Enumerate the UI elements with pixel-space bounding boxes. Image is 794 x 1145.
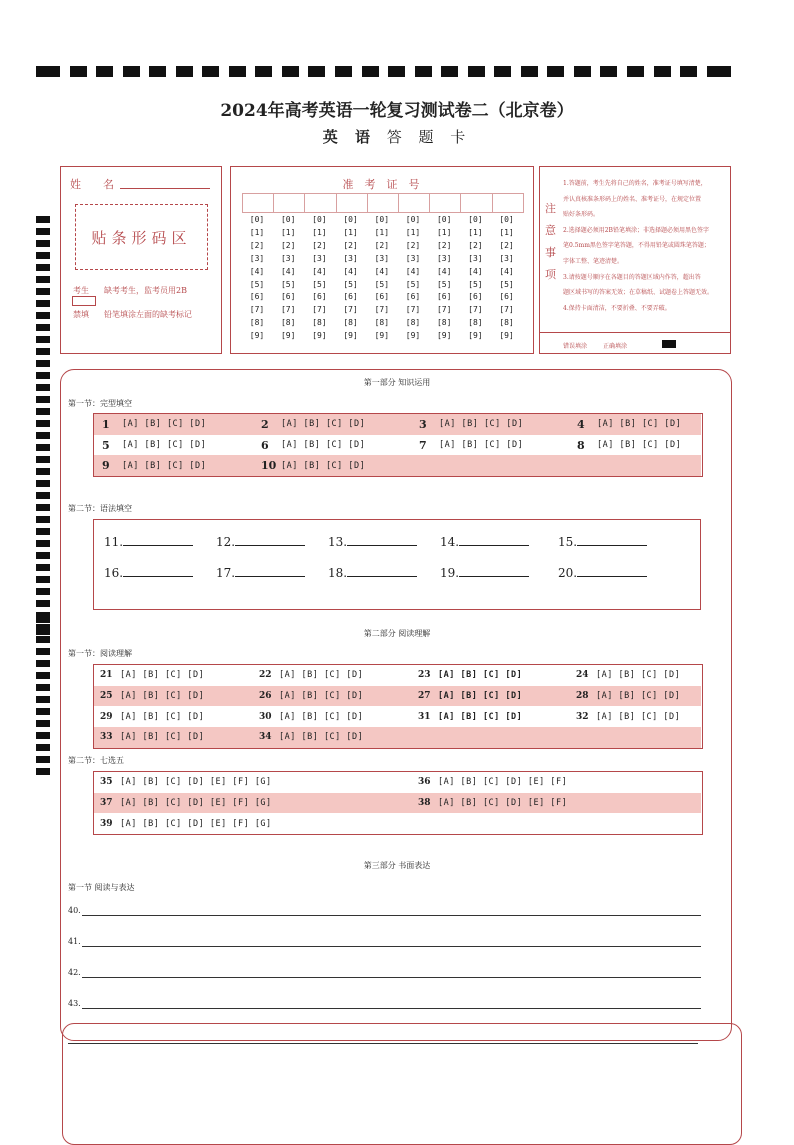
part2-title: 第二部分 阅读理解: [363, 629, 431, 638]
id-digit-entry[interactable]: [367, 193, 399, 213]
continuation-line: [68, 1043, 698, 1044]
id-digit-entry[interactable]: [304, 193, 336, 213]
part2-sec2-label: 第二节：七选五: [68, 756, 124, 765]
id-digit-option[interactable]: [5]: [405, 279, 421, 289]
id-digit-option[interactable]: [1]: [312, 227, 327, 237]
answer-options[interactable]: [A] [B] [C] [D]: [120, 711, 205, 722]
answer-options[interactable]: [A] [B] [C] [D]: [439, 419, 524, 430]
id-digit-option[interactable]: [9]: [312, 331, 327, 341]
page-subtitle: 英 语 答 题 卡: [322, 128, 472, 146]
answer-options[interactable]: [A] [B] [C] [D]: [281, 440, 366, 451]
answer-options[interactable]: [A] [B] [C] [D]: [120, 670, 205, 681]
grammar-blank[interactable]: [104, 533, 193, 549]
id-digit-option[interactable]: [4]: [436, 266, 452, 276]
id-digit-option[interactable]: [5]: [280, 279, 296, 289]
answer-options[interactable]: [A] [B] [C] [D] [E] [F] [G]: [120, 818, 272, 829]
id-digit-option[interactable]: [8]: [405, 318, 421, 328]
id-digit-option[interactable]: [7]: [312, 305, 327, 315]
blank-line[interactable]: [459, 533, 529, 546]
timing-marks-top: [36, 66, 731, 78]
exam-id-label: 准 考 证 号: [342, 178, 420, 191]
id-digit-column: [337, 214, 365, 343]
id-digit-option[interactable]: [4]: [405, 266, 421, 276]
id-digit-option[interactable]: [3]: [280, 253, 296, 263]
grammar-blank[interactable]: [440, 533, 529, 549]
id-digit-column: [274, 214, 302, 343]
grammar-blank[interactable]: [328, 533, 417, 549]
barcode-area: 贴条形码区: [75, 204, 208, 270]
continuation-frame: [62, 1023, 742, 1145]
id-digit-option[interactable]: [3]: [374, 253, 390, 263]
blank-number: 15.: [558, 535, 578, 549]
id-digit-option[interactable]: [2]: [468, 240, 483, 250]
name-label: 姓 名: [70, 178, 114, 191]
question-27: [418, 686, 522, 707]
question-number: 24: [576, 670, 589, 681]
answer-options[interactable]: [A] [B] [C] [D]: [596, 670, 681, 681]
id-digit-option[interactable]: [1]: [405, 227, 421, 237]
blank-line[interactable]: [235, 564, 305, 577]
grammar-blank[interactable]: [216, 564, 305, 580]
grammar-blank[interactable]: [558, 533, 647, 549]
id-digit-option[interactable]: [7]: [343, 305, 358, 315]
blank-line[interactable]: [577, 533, 647, 546]
id-digit-option[interactable]: [4]: [499, 266, 514, 276]
id-digit-entry[interactable]: [492, 193, 524, 213]
id-digit-option[interactable]: [5]: [312, 279, 327, 289]
id-digit-option[interactable]: [9]: [343, 331, 358, 341]
id-digit-option[interactable]: [4]: [374, 266, 390, 276]
id-digit-option[interactable]: [5]: [436, 279, 452, 289]
blank-number: 18.: [328, 566, 348, 580]
id-digit-option[interactable]: [9]: [468, 331, 483, 341]
id-digit-option[interactable]: [7]: [436, 305, 452, 315]
id-digit-column: [305, 214, 333, 343]
id-digit-option[interactable]: [8]: [374, 318, 390, 328]
question-33: [100, 727, 204, 748]
id-digit-option[interactable]: [5]: [343, 279, 358, 289]
id-digit-option[interactable]: [8]: [280, 318, 296, 328]
question-number: 29: [100, 711, 113, 722]
blank-line[interactable]: [347, 564, 417, 577]
question-number: 25: [100, 691, 113, 702]
question-38: [418, 793, 567, 814]
question-number: 33: [100, 732, 113, 743]
answer-line[interactable]: [82, 946, 701, 947]
question-28: [576, 686, 680, 707]
question-number: 27: [418, 691, 431, 702]
id-digit-option[interactable]: [7]: [280, 305, 296, 315]
correct-fill-label: 正确填涂: [603, 343, 628, 350]
id-digit-option[interactable]: [4]: [468, 266, 483, 276]
id-digit-option[interactable]: [0]: [343, 215, 358, 224]
id-digit-option[interactable]: [8]: [312, 318, 327, 328]
writing-line[interactable]: [68, 968, 81, 977]
blank-line[interactable]: [235, 533, 305, 546]
question-36: [418, 772, 567, 793]
id-digit-option[interactable]: [9]: [280, 331, 296, 341]
id-digit-option[interactable]: [1]: [499, 227, 514, 237]
question-number: 10: [261, 459, 277, 473]
name-field[interactable]: [120, 188, 210, 189]
id-digit-option[interactable]: [4]: [249, 266, 265, 276]
question-number: 6: [261, 438, 269, 452]
answer-options[interactable]: [A] [B] [C] [D]: [597, 419, 682, 430]
question-number: 28: [576, 691, 589, 702]
question-number: 39: [100, 818, 113, 829]
answer-line[interactable]: [82, 977, 701, 978]
question-24: [576, 665, 680, 686]
question-29: [100, 706, 204, 727]
id-digit-option[interactable]: [0]: [436, 215, 452, 224]
question-3: [419, 414, 523, 435]
answer-line[interactable]: [82, 1008, 701, 1009]
forbid-prefix: 禁填: [73, 310, 89, 319]
grammar-blank[interactable]: [104, 564, 193, 580]
question-number: 26: [259, 691, 272, 702]
part1-sec1-label: 第一节：完型填空: [68, 399, 132, 408]
id-digit-option[interactable]: [0]: [374, 215, 390, 224]
question-number: 36: [418, 777, 431, 788]
id-digit-option[interactable]: [4]: [280, 266, 296, 276]
id-digit-option[interactable]: [3]: [405, 253, 421, 263]
question-31: [418, 706, 522, 727]
blank-line[interactable]: [123, 533, 193, 546]
blank-number: 14.: [440, 535, 460, 549]
id-digit-option[interactable]: [6]: [280, 292, 296, 302]
part3-title: 第三部分 书面表达: [363, 861, 431, 870]
id-digit-option[interactable]: [1]: [280, 227, 296, 237]
id-digit-option[interactable]: [2]: [405, 240, 421, 250]
writing-line[interactable]: [68, 999, 81, 1008]
question-number: 3: [419, 417, 427, 431]
blank-line[interactable]: [577, 564, 647, 577]
question-23: [418, 665, 522, 686]
id-digit-option[interactable]: [2]: [374, 240, 390, 250]
forbid-note: 铅笔填涂左面的缺考标记: [104, 310, 192, 319]
id-digit-option[interactable]: [6]: [312, 292, 327, 302]
blank-number: 17.: [216, 566, 236, 580]
id-digit-column: [493, 214, 521, 343]
id-digit-option[interactable]: [3]: [249, 253, 265, 263]
grammar-blank[interactable]: [558, 564, 647, 580]
answer-options[interactable]: [A] [B] [C] [D]: [279, 691, 364, 702]
grammar-blank[interactable]: [328, 564, 417, 580]
id-digit-option[interactable]: [0]: [405, 215, 421, 224]
id-digit-option[interactable]: [6]: [343, 292, 358, 302]
question-number: 38: [418, 798, 431, 809]
page-title: 2024年高考英语一轮复习测试卷二（北京卷）: [220, 101, 574, 121]
id-digit-option[interactable]: [9]: [436, 331, 452, 341]
id-digit-option[interactable]: [1]: [436, 227, 452, 237]
question-number: 30: [259, 711, 272, 722]
question-26: [259, 686, 363, 707]
id-digit-column: [399, 214, 427, 343]
id-digit-option[interactable]: [0]: [499, 215, 514, 224]
id-digit-option[interactable]: [1]: [343, 227, 358, 237]
id-digit-column: [461, 214, 489, 343]
absent-note: 缺考考生，监考员用2B: [104, 286, 187, 295]
id-digit-entry[interactable]: [398, 193, 430, 213]
id-digit-option[interactable]: [1]: [374, 227, 390, 237]
id-digit-option[interactable]: [6]: [499, 292, 514, 302]
id-digit-option[interactable]: [3]: [468, 253, 483, 263]
answer-options[interactable]: [A] [B] [C] [D]: [438, 691, 523, 702]
id-digit-option[interactable]: [2]: [249, 240, 265, 250]
answer-options[interactable]: [A] [B] [C] [D]: [439, 440, 524, 451]
answer-options[interactable]: [A] [B] [C] [D]: [438, 670, 523, 681]
id-digit-option[interactable]: [8]: [468, 318, 483, 328]
id-digit-option[interactable]: [2]: [343, 240, 358, 250]
question-34: [259, 727, 363, 748]
id-digit-option[interactable]: [7]: [249, 305, 265, 315]
id-digit-option[interactable]: [0]: [312, 215, 327, 224]
question-10: [261, 455, 365, 476]
writing-line[interactable]: [68, 906, 81, 915]
id-digit-entry[interactable]: [336, 193, 368, 213]
id-digit-option[interactable]: [2]: [436, 240, 452, 250]
id-digit-option[interactable]: [7]: [499, 305, 514, 315]
id-digit-column: [430, 214, 458, 343]
question-number: 31: [418, 711, 431, 722]
answer-options[interactable]: [A] [B] [C] [D]: [597, 440, 682, 451]
part3-sec1-label: 第一节 阅读与表达: [68, 883, 135, 892]
answer-options[interactable]: [A] [B] [C] [D]: [596, 711, 681, 722]
id-digit-option[interactable]: [1]: [468, 227, 483, 237]
line-number: 42.: [68, 968, 81, 977]
id-digit-option[interactable]: [9]: [405, 331, 421, 341]
id-digit-option[interactable]: [5]: [468, 279, 483, 289]
part1-title: 第一部分 知识运用: [363, 378, 431, 387]
answer-options[interactable]: [A] [B] [C] [D]: [281, 460, 366, 471]
id-digit-option[interactable]: [1]: [249, 227, 265, 237]
question-5: [102, 435, 206, 456]
question-number: 8: [577, 438, 585, 452]
id-digit-column: [368, 214, 396, 343]
id-digit-option[interactable]: [3]: [343, 253, 358, 263]
id-digit-option[interactable]: [8]: [499, 318, 514, 328]
question-number: 5: [102, 438, 110, 452]
id-digit-option[interactable]: [8]: [249, 318, 265, 328]
id-digit-option[interactable]: [9]: [374, 331, 390, 341]
question-4: [577, 414, 681, 435]
id-digit-option[interactable]: [5]: [249, 279, 265, 289]
id-digit-option[interactable]: [6]: [436, 292, 452, 302]
id-digit-option[interactable]: [5]: [499, 279, 514, 289]
blank-number: 13.: [328, 535, 348, 549]
id-digit-option[interactable]: [9]: [249, 331, 265, 341]
grammar-blank[interactable]: [216, 533, 305, 549]
question-number: 1: [102, 417, 110, 431]
question-number: 22: [259, 670, 272, 681]
question-8: [577, 435, 681, 456]
id-digit-option[interactable]: [2]: [280, 240, 296, 250]
question-39: [100, 813, 272, 834]
blank-number: 16.: [104, 566, 124, 580]
question-number: 35: [100, 777, 113, 788]
blank-line[interactable]: [347, 533, 417, 546]
id-digit-option[interactable]: [2]: [499, 240, 514, 250]
answer-options[interactable]: [A] [B] [C] [D]: [120, 691, 205, 702]
id-digit-option[interactable]: [3]: [436, 253, 452, 263]
part1-sec2-label: 第二节：语法填空: [68, 504, 132, 513]
id-digit-option[interactable]: [6]: [405, 292, 421, 302]
id-digit-option[interactable]: [3]: [499, 253, 514, 263]
question-number: 2: [261, 417, 269, 431]
id-digit-option[interactable]: [6]: [374, 292, 390, 302]
id-digit-entry[interactable]: [460, 193, 492, 213]
answer-options[interactable]: [A] [B] [C] [D]: [596, 691, 681, 702]
question-number: 37: [100, 798, 113, 809]
answer-options[interactable]: [A] [B] [C] [D] [E] [F]: [438, 777, 568, 788]
id-digit-option[interactable]: [0]: [468, 215, 483, 224]
absent-mark-box[interactable]: [72, 296, 96, 306]
question-32: [576, 706, 680, 727]
blank-number: 20.: [558, 566, 578, 580]
question-30: [259, 706, 363, 727]
question-2: [261, 414, 365, 435]
question-25: [100, 686, 204, 707]
question-35: [100, 772, 272, 793]
writing-line[interactable]: [68, 937, 81, 946]
grammar-blank[interactable]: [440, 564, 529, 580]
question-number: 4: [577, 417, 585, 431]
blank-number: 11.: [104, 535, 124, 549]
id-digit-option[interactable]: [7]: [374, 305, 390, 315]
answer-options[interactable]: [A] [B] [C] [D]: [120, 732, 205, 743]
blank-number: 19.: [440, 566, 460, 580]
correct-fill-sample: [662, 340, 676, 348]
answer-options[interactable]: [A] [B] [C] [D]: [279, 670, 364, 681]
question-number: 9: [102, 459, 110, 473]
answer-options[interactable]: [A] [B] [C] [D]: [122, 460, 207, 471]
id-digit-option[interactable]: [4]: [312, 266, 327, 276]
question-1: [102, 414, 206, 435]
id-digit-option[interactable]: [8]: [343, 318, 358, 328]
absent-prefix: 考生: [73, 286, 89, 295]
blank-number: 12.: [216, 535, 236, 549]
line-number: 40.: [68, 906, 81, 915]
id-digit-entry[interactable]: [429, 193, 461, 213]
question-9: [102, 455, 206, 476]
answer-options[interactable]: [A] [B] [C] [D] [E] [F] [G]: [120, 777, 272, 788]
id-digit-option[interactable]: [9]: [499, 331, 514, 341]
answer-options[interactable]: [A] [B] [C] [D]: [281, 419, 366, 430]
question-21: [100, 665, 204, 686]
id-digit-option[interactable]: [2]: [312, 240, 327, 250]
answer-options[interactable]: [A] [B] [C] [D]: [279, 732, 364, 743]
divider: [539, 332, 730, 333]
question-37: [100, 793, 272, 814]
question-22: [259, 665, 363, 686]
id-digit-option[interactable]: [0]: [249, 215, 265, 224]
notice-text: 1.答题前，考生先将自己的姓名，准考证号填写清楚， 并认真核准条形码上的姓名、准考证号，在规定位置 贴好条形码。 2.选择题必须用2B铅笔填涂；非选择题必须用黑色签字 笔0.5mm黑色签字笔答题，不得用铅笔或圆珠笔答题； 字体工整、笔迹清楚。 3.请按题号顺序在各题目的答题区域内作答，超出答 题区域书写的答案无效；在草稿纸、试题卷上答题无效。 4.保持卡面清洁，不要折叠、不要弄破。: [563, 180, 714, 312]
id-digit-option[interactable]: [5]: [374, 279, 390, 289]
wrong-fill-label: 错误填涂: [563, 343, 588, 350]
question-number: 34: [259, 732, 272, 743]
answer-options[interactable]: [A] [B] [C] [D] [E] [F] [G]: [120, 798, 272, 809]
part2-sec1-label: 第一节：阅读理解: [68, 649, 132, 658]
id-digit-entry[interactable]: [273, 193, 305, 213]
id-digit-column: [243, 214, 271, 343]
answer-options[interactable]: [A] [B] [C] [D]: [438, 711, 523, 722]
question-number: 32: [576, 711, 589, 722]
id-digit-option[interactable]: [6]: [249, 292, 265, 302]
id-digit-option[interactable]: [0]: [280, 215, 296, 224]
id-digit-option[interactable]: [6]: [468, 292, 483, 302]
line-number: 41.: [68, 937, 81, 946]
answer-options[interactable]: [A] [B] [C] [D]: [122, 419, 207, 430]
blank-line[interactable]: [459, 564, 529, 577]
answer-options[interactable]: [A] [B] [C] [D]: [122, 440, 207, 451]
answer-options[interactable]: [A] [B] [C] [D]: [279, 711, 364, 722]
id-digit-option[interactable]: [7]: [405, 305, 421, 315]
answer-line[interactable]: [82, 915, 701, 916]
question-number: 23: [418, 670, 431, 681]
notice-side-label: 注 意 事 项: [545, 202, 556, 281]
id-digit-option[interactable]: [3]: [312, 253, 327, 263]
question-6: [261, 435, 365, 456]
question-number: 7: [419, 438, 427, 452]
line-number: 43.: [68, 999, 81, 1008]
id-digit-entry[interactable]: [242, 193, 274, 213]
id-digit-option[interactable]: [4]: [343, 266, 358, 276]
id-digit-option[interactable]: [7]: [468, 305, 483, 315]
answer-options[interactable]: [A] [B] [C] [D] [E] [F]: [438, 798, 568, 809]
question-number: 21: [100, 670, 113, 681]
question-7: [419, 435, 523, 456]
blank-line[interactable]: [123, 564, 193, 577]
id-digit-option[interactable]: [8]: [436, 318, 452, 328]
